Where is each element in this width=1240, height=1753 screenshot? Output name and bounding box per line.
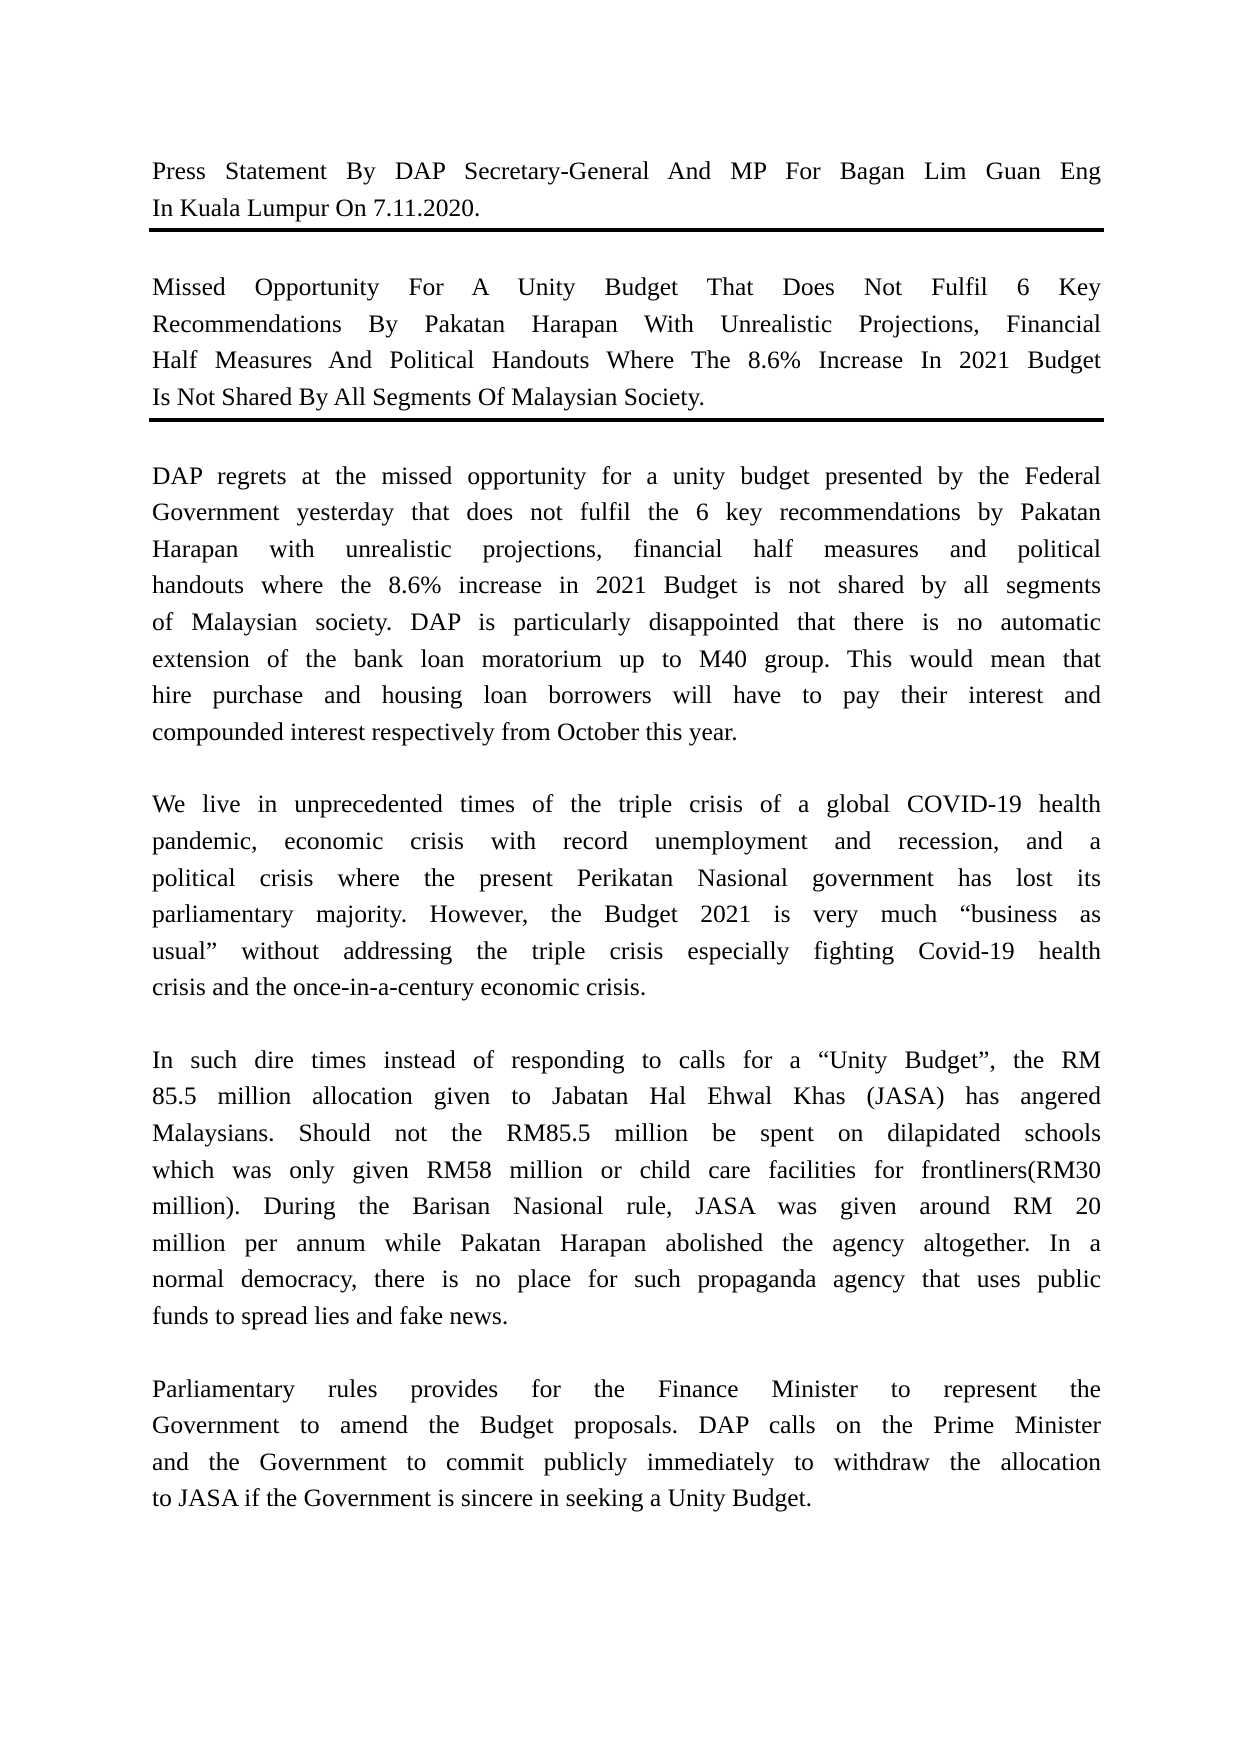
text-line: Government to amend the Budget proposals. DAP calls on the Prime Minister [152,1410,1101,1440]
body-paragraph [152,786,1101,1006]
text-line: Recommendations By Pakatan Harapan With Unrealistic Projections, Financial [152,308,1101,338]
text-line: funds to spread lies and fake news. [152,1301,509,1331]
text-line: Half Measures And Political Handouts Where The 8.6% Increase In 2021 Budget [152,345,1101,375]
text-line: political crisis where the present Perikatan Nasional government has lost its [152,862,1101,892]
text-line: million per annum while Pakatan Harapan abolished the agency altogether. In a [152,1227,1101,1257]
text-line: In Kuala Lumpur On 7.11.2020. [152,192,481,222]
headline-divider [149,418,1104,422]
text-line: pandemic, economic crisis with record unemployment and recession, and a [152,825,1101,855]
text-line: which was only given RM58 million or child care facilities for frontliners(RM30 [152,1154,1101,1184]
text-line: Missed Opportunity For A Unity Budget That Does Not Fulfil 6 Key [152,272,1101,302]
text-line: We live in unprecedented times of the triple crisis of a global COVID-19 health [152,789,1101,819]
text-line: Harapan with unrealistic projections, financial half measures and political [152,533,1101,563]
text-line: Is Not Shared By All Segments Of Malaysian Society. [152,381,705,411]
text-line: In such dire times instead of responding to calls for a “Unity Budget”, the RM [152,1044,1101,1074]
body-paragraph [152,1042,1101,1335]
text-line: handouts where the 8.6% increase in 2021 Budget is not shared by all segments [152,570,1101,600]
text-line: parliamentary majority. However, the Budget 2021 is very much “business as [152,899,1101,929]
statement-header [152,153,1101,226]
text-line: and the Government to commit publicly immediately to withdraw the allocation [152,1446,1101,1476]
text-line: to JASA if the Government is sincere in seeking a Unity Budget. [152,1483,813,1513]
text-line: crisis and the once-in-a-century economic crisis. [152,972,647,1002]
statement-headline [152,269,1101,415]
body-paragraph [152,458,1101,751]
text-line: DAP regrets at the missed opportunity for a unity budget presented by the Federal [152,460,1101,490]
press-statement-page [152,153,1101,1517]
text-line: Press Statement By DAP Secretary-General And MP For Bagan Lim Guan Eng [152,156,1101,185]
text-line: of Malaysian society. DAP is particularly disappointed that there is no automatic [152,606,1101,636]
text-line: million). During the Barisan Nasional rule, JASA was given around RM 20 [152,1191,1101,1221]
text-line: compounded interest respectively from October this year. [152,716,738,746]
text-line: Malaysians. Should not the RM85.5 million be spent on dilapidated schools [152,1118,1101,1148]
text-line: Parliamentary rules provides for the Finance Minister to represent the [152,1373,1101,1403]
body-paragraph [152,1371,1101,1517]
text-line: 85.5 million allocation given to Jabatan Hal Ehwal Khas (JASA) has angered [152,1081,1101,1111]
text-line: normal democracy, there is no place for such propaganda agency that uses public [152,1264,1101,1294]
text-line: usual” without addressing the triple crisis especially fighting Covid-19 health [152,935,1101,965]
text-line: extension of the bank loan moratorium up to M40 group. This would mean that [152,643,1101,673]
text-line: hire purchase and housing loan borrowers will have to pay their interest and [152,680,1101,710]
header-divider [149,228,1104,232]
text-line: Government yesterday that does not fulfil the 6 key recommendations by Pakatan [152,497,1101,527]
